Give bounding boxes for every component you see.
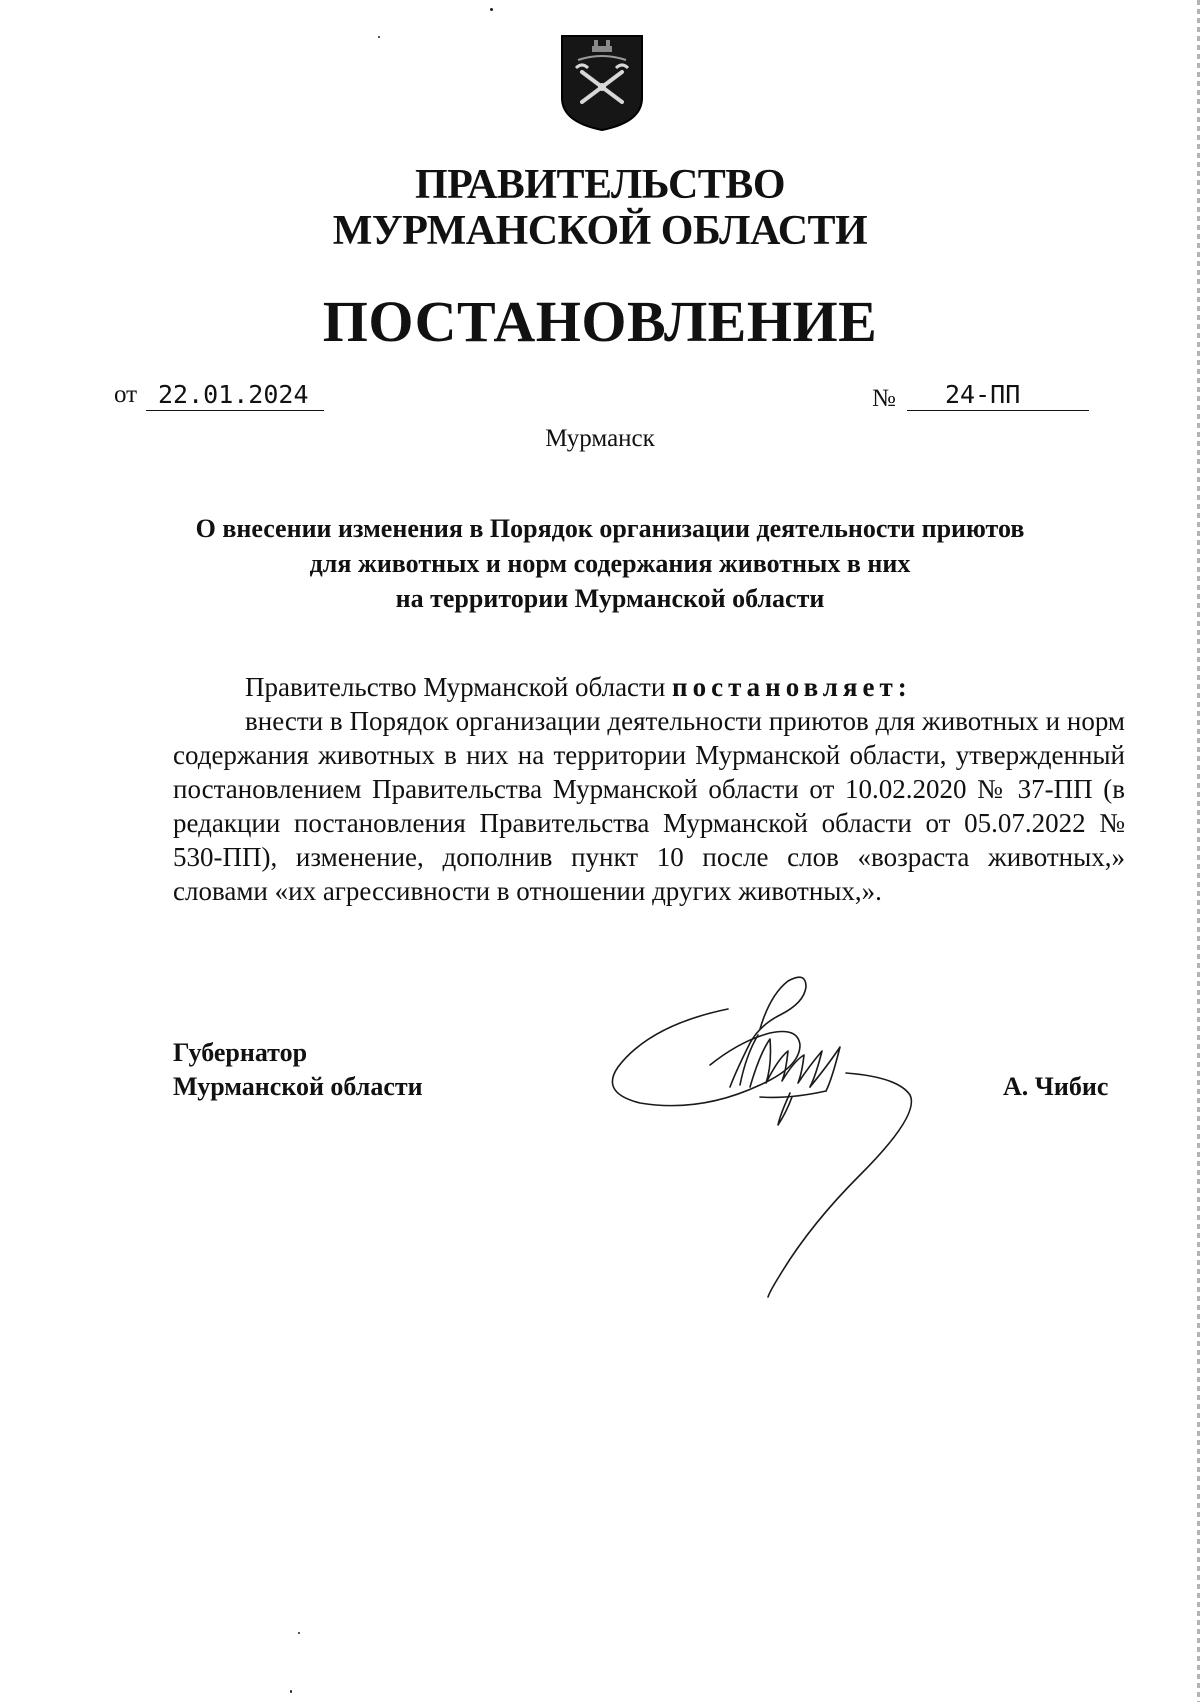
coat-of-arms-icon [558, 32, 646, 132]
date-label: от [114, 381, 138, 408]
signatory-position-line-1: Губернатор [173, 1038, 308, 1067]
scan-speck [378, 36, 380, 38]
scan-speck [298, 1632, 300, 1634]
city-name: Мурманск [545, 425, 655, 452]
scan-speck [490, 8, 493, 11]
document-subject [150, 511, 1070, 616]
subject-line-3: на территории Мурманской области [395, 584, 825, 613]
signatory-position [173, 1036, 423, 1104]
number-label: № [872, 385, 896, 412]
decree-intro-paragraph [173, 670, 1125, 704]
subject-line-1: О внесении изменения в Порядок организации деятельности приютов [195, 514, 1025, 543]
decree-word: постановляет: [672, 672, 912, 702]
signatory-position-line-2: Мурманской области [173, 1072, 423, 1101]
organization-title-line-2: МУРМАНСКОЙ ОБЛАСТИ [332, 208, 868, 254]
document-date: 22.01.2024 [146, 380, 324, 411]
decree-text-paragraph: внести в Порядок организации деятельности приютов для животных и норм содержания животных в них на территории Мурманской области, утвержденный постановлением Правительства Мурманской области от 10.02.2020 № 37-ПП (в редакции постановления Правительства Мурманской области от 05.07.2022 № 530-ПП), изменение, дополнив пункт 10 после слов «возраста животных,» словами «их агрессивности в отношении других животных,». [173, 706, 1125, 906]
subject-line-2: для животных и норм содержания животных в них [309, 549, 911, 578]
scan-speck [290, 1690, 292, 1693]
organization-title-line-1: ПРАВИТЕЛЬСТВО [415, 162, 785, 208]
signatory-name: А. Чибис [1003, 1072, 1109, 1101]
document-body [173, 670, 1125, 908]
document-number: 24-ПП [907, 380, 1089, 411]
decree-intro-text: Правительство Мурманской области [245, 672, 666, 702]
document-type-heading: ПОСТАНОВЛЕНИЕ [322, 289, 878, 354]
handwritten-signature-icon [610, 975, 970, 1305]
